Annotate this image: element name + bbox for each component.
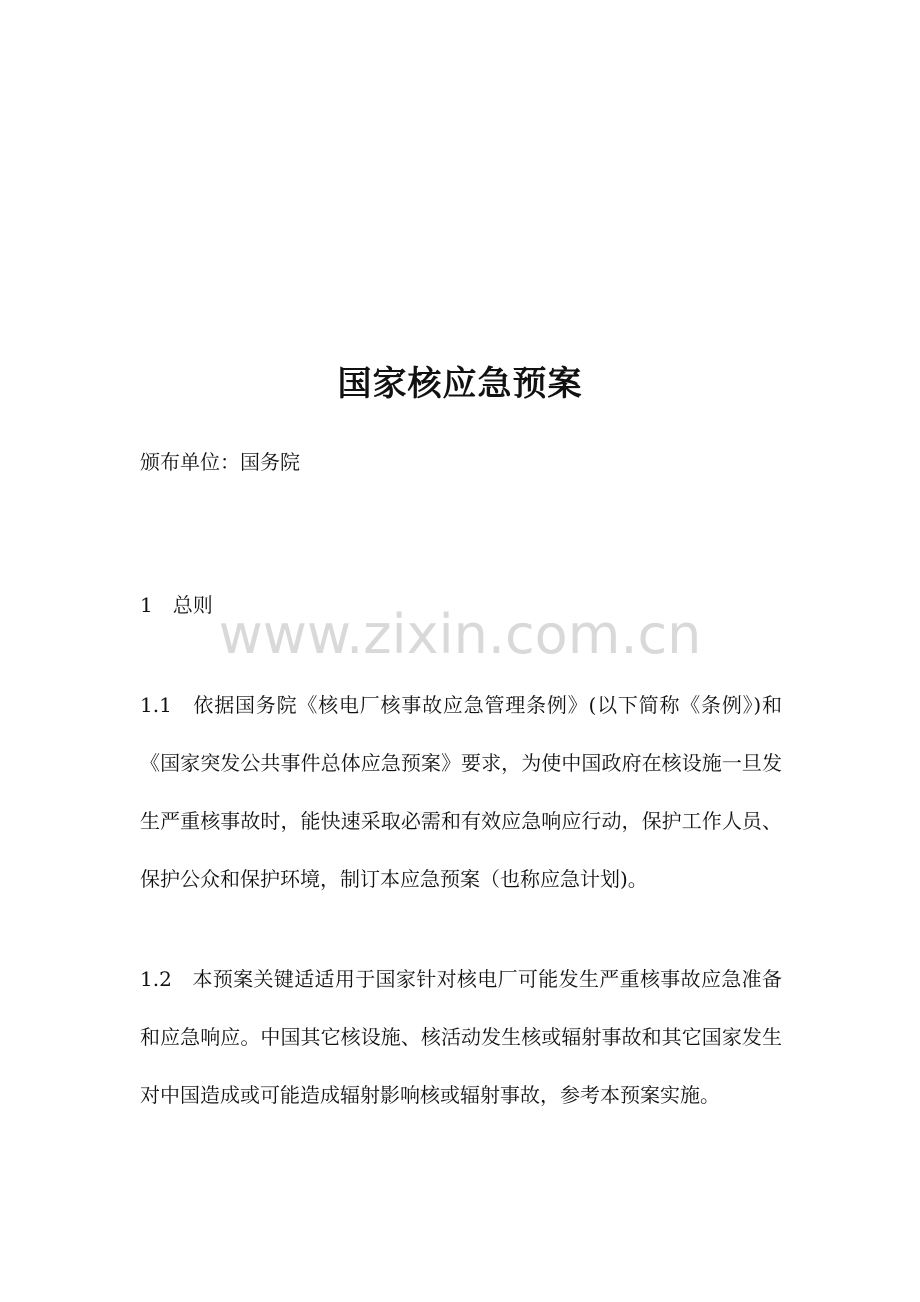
paragraph-number: 1.2 [140,967,193,991]
paragraph-1-2 [140,950,782,1124]
paragraph-text: 本预案关键适适用于国家针对核电厂可能发生严重核事故应急准备和应急响应。中国其它核设施、核活动发生核或辐射事故和其它国家发生对中国造成或可能造成辐射影响核或辐射事故，参考本预案实施。 [140,967,783,1107]
paragraph-text: 依据国务院《核电厂核事故应急管理条例》(以下简称《条例》)和《国家突发公共事件总体应急预案》要求，为使中国政府在核设施一旦发生严重核事故时，能快速采取必需和有效应急响应行动，保护工作人员、保护公众和保护环境，制订本应急预案（也称应急计划)。 [140,693,783,891]
watermark: www.zixin.com.cn [218,603,702,666]
paragraph-1-1 [140,676,782,908]
document-title: 国家核应急预案 [337,364,583,404]
paragraph-number: 1.1 [140,693,194,717]
section-heading-general: 1 总则 [140,593,213,617]
issuer-line: 颁布单位：国务院 [140,450,300,474]
